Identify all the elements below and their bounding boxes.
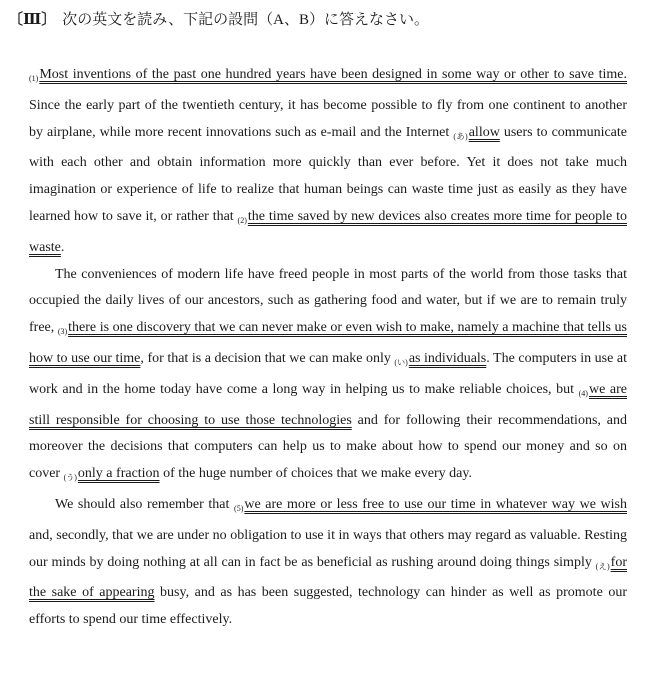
question-marker: (う) bbox=[63, 473, 77, 483]
passage-text: and, secondly, that we are under no obligation to use it in ways that others may regard as valuable. Resting our minds by doing nothing at all can in fact be as beneficial as rushing around doing things simply bbox=[29, 527, 627, 570]
passage-text: . The computers in use at work and in the home today have come a long way in helping us to make reliable choices, but bbox=[29, 350, 627, 397]
passage-text: . bbox=[60, 239, 65, 255]
passage-text: , for that is a decision that we can make only bbox=[140, 350, 395, 366]
underlined-passage: we are still responsible for choosing to use those technologies bbox=[29, 381, 627, 428]
passage-text: We should also remember that bbox=[55, 496, 235, 512]
paragraph-1 bbox=[29, 62, 627, 262]
passage-text: busy, and as has been suggested, technology can hinder as well as promote our efforts to spend our time effectively. bbox=[29, 585, 627, 628]
question-marker: (5) bbox=[234, 503, 244, 513]
underlined-passage: the time saved by new devices also creates more time for people to waste bbox=[29, 208, 627, 255]
question-marker: (1) bbox=[29, 74, 39, 83]
question-marker: (あ) bbox=[453, 131, 468, 141]
question-header bbox=[8, 8, 429, 29]
paragraph-2 bbox=[29, 262, 627, 492]
question-marker: (え) bbox=[595, 561, 610, 571]
question-marker: (4) bbox=[578, 388, 588, 398]
underlined-passage: for the sake of appearing bbox=[29, 554, 627, 601]
passage-text: The conveniences of modern life have freed people in most parts of the world from those tasks that occupied the daily lives of our ancestors, such as gathering food and water, but if we are to remain truly free, bbox=[29, 266, 627, 336]
passage-text: users to communicate with each other and obtain information more quickly than ever before. Yet it does not take much imagination or experience of life to realize that human beings can waste time just as easily as they have learned how to save it, or rather that bbox=[29, 124, 628, 224]
question-instruction: 次の英文を読み、下記の設問（A、B）に答えなさい。 bbox=[62, 12, 430, 28]
underlined-passage: there is one discovery that we can never make or even wish to make, namely a machine that tells us how to use our time bbox=[29, 320, 627, 366]
passage-text: of the huge number of choices that we make every day. bbox=[159, 466, 472, 482]
question-marker: (い) bbox=[394, 357, 408, 367]
passage-text: and for following their recommendations, and moreover the decisions that computers can help us to make about how to spend our money and so on cover bbox=[29, 412, 627, 482]
underlined-passage: only a fraction bbox=[77, 466, 160, 482]
underlined-passage: we are more or less free to use our time in whatever way we wish bbox=[244, 496, 627, 512]
question-marker: (3) bbox=[57, 327, 68, 337]
underlined-passage: Most inventions of the past one hundred years have been designed in some way or other to save time. bbox=[39, 67, 627, 82]
underlined-passage: as individuals bbox=[408, 350, 487, 366]
passage-text: Since the early part of the twentieth century, it has become possible to fly from one continent to another by airplane, while more recent innovations such as e-mail and the Internet bbox=[29, 97, 627, 140]
question-marker: (2) bbox=[237, 215, 247, 225]
underlined-passage: allow bbox=[468, 124, 500, 140]
question-number: 〔Ⅲ〕 bbox=[8, 12, 57, 28]
paragraph-3 bbox=[29, 492, 627, 634]
passage bbox=[29, 62, 627, 634]
